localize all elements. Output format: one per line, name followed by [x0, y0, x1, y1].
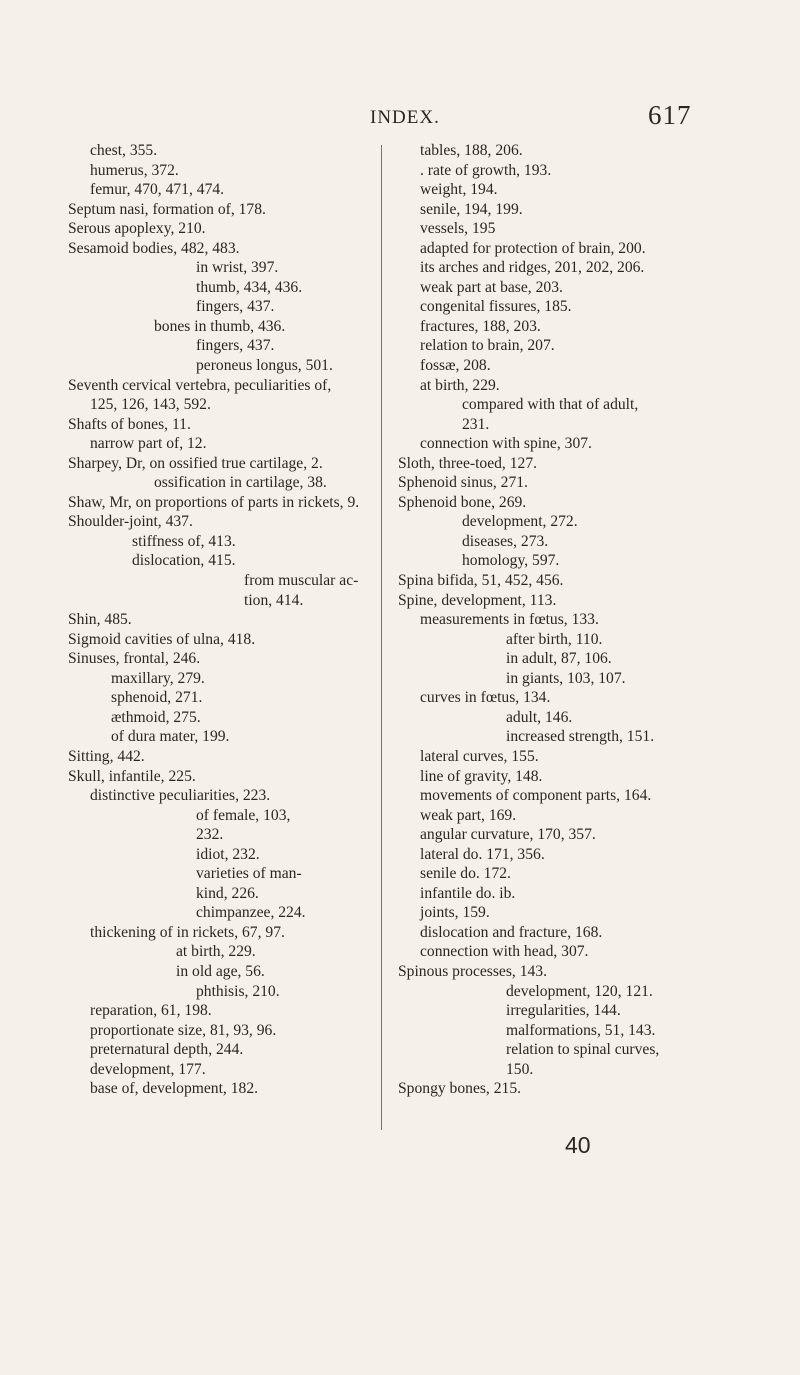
- index-entry: thickening of in rickets, 67, 97.: [90, 923, 285, 941]
- index-entry: 150.: [506, 1060, 534, 1078]
- index-entry: its arches and ridges, 201, 202, 206.: [420, 259, 645, 277]
- index-entry: measurements in fœtus, 133.: [420, 611, 599, 629]
- index-entry: Sigmoid cavities of ulna, 418.: [68, 630, 256, 648]
- index-entry: idiot, 232.: [196, 845, 260, 863]
- index-entry: Serous apoplexy, 210.: [68, 220, 206, 238]
- page-number: 617: [648, 100, 692, 130]
- index-entry: homology, 597.: [462, 552, 560, 570]
- index-entry: adult, 146.: [506, 708, 573, 726]
- index-entry: in wrist, 397.: [196, 259, 279, 277]
- index-entry: of female, 103,: [196, 806, 291, 824]
- index-entry: vessels, 195: [420, 220, 496, 238]
- index-entry: varieties of man-: [196, 865, 302, 883]
- index-entry: kind, 226.: [196, 884, 259, 902]
- index-entry: dislocation, 415.: [132, 552, 236, 570]
- index-entry: in old age, 56.: [176, 962, 265, 980]
- index-entry: weak part, 169.: [420, 806, 517, 824]
- index-entry: development, 120, 121.: [506, 982, 653, 1000]
- index-entry: Sphenoid sinus, 271.: [398, 474, 528, 492]
- index-entry: movements of component parts, 164.: [420, 787, 652, 805]
- index-entry: 125, 126, 143, 592.: [90, 396, 211, 414]
- index-entry: tion, 414.: [244, 591, 304, 609]
- index-entry: after birth, 110.: [506, 630, 603, 648]
- index-entry: chest, 355.: [90, 142, 158, 159]
- index-entry: proportionate size, 81, 93, 96.: [90, 1021, 277, 1039]
- index-entry: of dura mater, 199.: [111, 728, 230, 746]
- index-entry: fossæ, 208.: [420, 357, 491, 375]
- index-entry: connection with head, 307.: [420, 943, 589, 961]
- index-entry: Spongy bones, 215.: [398, 1080, 522, 1098]
- index-entry: in giants, 103, 107.: [506, 669, 626, 687]
- index-entry: tables, 188, 206.: [420, 142, 523, 159]
- signature-mark: 40: [565, 1132, 591, 1158]
- index-entry: lateral curves, 155.: [420, 747, 539, 765]
- index-entry: adapted for protection of brain, 200.: [420, 239, 646, 257]
- index-entry: irregularities, 144.: [506, 1002, 621, 1020]
- index-entry: development, 177.: [90, 1060, 206, 1078]
- index-entry: angular curvature, 170, 357.: [420, 826, 596, 844]
- index-entry: thumb, 434, 436.: [196, 278, 303, 296]
- index-entry: Septum nasi, formation of, 178.: [68, 200, 266, 218]
- index-entry: reparation, 61, 198.: [90, 1002, 212, 1020]
- index-column-left: [68, 141, 378, 1099]
- index-entry: Skull, infantile, 225.: [68, 767, 196, 785]
- index-entry: Shaw, Mr, on proportions of parts in rickets, 9.: [68, 493, 360, 511]
- index-entry: connection with spine, 307.: [420, 435, 592, 453]
- index-entry: curves in fœtus, 134.: [420, 689, 551, 707]
- index-entry: diseases, 273.: [462, 532, 549, 550]
- index-entry: 232.: [196, 826, 224, 844]
- index-column-right: [398, 141, 728, 1099]
- index-entry: relation to brain, 207.: [420, 337, 555, 355]
- index-entry: line of gravity, 148.: [420, 767, 543, 785]
- index-entry: in adult, 87, 106.: [506, 650, 612, 668]
- index-entry: Sesamoid bodies, 482, 483.: [68, 239, 240, 257]
- index-entry: distinctive peculiarities, 223.: [90, 787, 271, 805]
- index-entry: malformations, 51, 143.: [506, 1021, 656, 1039]
- index-entry: weight, 194.: [420, 181, 498, 199]
- index-entry: joints, 159.: [420, 904, 490, 922]
- index-entry: Spine, development, 113.: [398, 591, 557, 609]
- index-entry: Shin, 485.: [68, 611, 132, 629]
- index-entry: lateral do. 171, 356.: [420, 845, 545, 863]
- index-entry: bones in thumb, 436.: [154, 317, 286, 335]
- index-entry: compared with that of adult,: [462, 396, 639, 414]
- index-entry: chimpanzee, 224.: [196, 904, 306, 922]
- index-entry: Spina bifida, 51, 452, 456.: [398, 572, 564, 590]
- index-entry: relation to spinal curves,: [506, 1041, 660, 1059]
- index-entry: fractures, 188, 203.: [420, 317, 541, 335]
- index-entry: Sharpey, Dr, on ossified true cartilage, 2.: [68, 454, 323, 472]
- index-entry: senile do. 172.: [420, 865, 511, 883]
- index-entry: Seventh cervical vertebra, peculiarities of,: [68, 376, 332, 394]
- index-entry: preternatural depth, 244.: [90, 1041, 244, 1059]
- index-entry: ossification in cartilage, 38.: [154, 474, 327, 492]
- index-entry: Sphenoid bone, 269.: [398, 493, 527, 511]
- index-entry: peroneus longus, 501.: [196, 357, 333, 375]
- index-entry: fingers, 437.: [196, 337, 275, 355]
- index-entry: at birth, 229.: [176, 943, 256, 961]
- index-entry: Spinous processes, 143.: [398, 962, 548, 980]
- index-entry: Shafts of bones, 11.: [68, 415, 191, 433]
- column-divider: [381, 145, 382, 1130]
- index-entry: senile, 194, 199.: [420, 200, 523, 218]
- index-entry: narrow part of, 12.: [90, 435, 207, 453]
- index-entry: 231.: [462, 415, 490, 433]
- running-head: INDEX.: [370, 107, 440, 128]
- index-entry: development, 272.: [462, 513, 578, 531]
- index-entry: femur, 470, 471, 474.: [90, 181, 225, 199]
- index-entry: stiffness of, 413.: [132, 532, 236, 550]
- index-entry: Sitting, 442.: [68, 747, 145, 765]
- index-entry: fingers, 437.: [196, 298, 275, 316]
- index-entry: at birth, 229.: [420, 376, 500, 394]
- index-entry: phthisis, 210.: [196, 982, 280, 1000]
- index-entry: from muscular ac-: [244, 572, 359, 590]
- index-entry: dislocation and fracture, 168.: [420, 923, 603, 941]
- index-entry: Shoulder-joint, 437.: [68, 513, 193, 531]
- index-entry: increased strength, 151.: [506, 728, 655, 746]
- index-entry: Sloth, three-toed, 127.: [398, 454, 538, 472]
- index-entry: Sinuses, frontal, 246.: [68, 650, 201, 668]
- index-entry: . rate of growth, 193.: [420, 161, 552, 179]
- index-entry: maxillary, 279.: [111, 669, 205, 687]
- index-entry: congenital fissures, 185.: [420, 298, 572, 316]
- index-entry: base of, development, 182.: [90, 1080, 259, 1098]
- index-entry: humerus, 372.: [90, 161, 179, 179]
- index-entry: infantile do. ib.: [420, 884, 516, 902]
- index-entry: weak part at base, 203.: [420, 278, 563, 296]
- index-entry: sphenoid, 271.: [111, 689, 203, 707]
- index-entry: æthmoid, 275.: [111, 708, 201, 726]
